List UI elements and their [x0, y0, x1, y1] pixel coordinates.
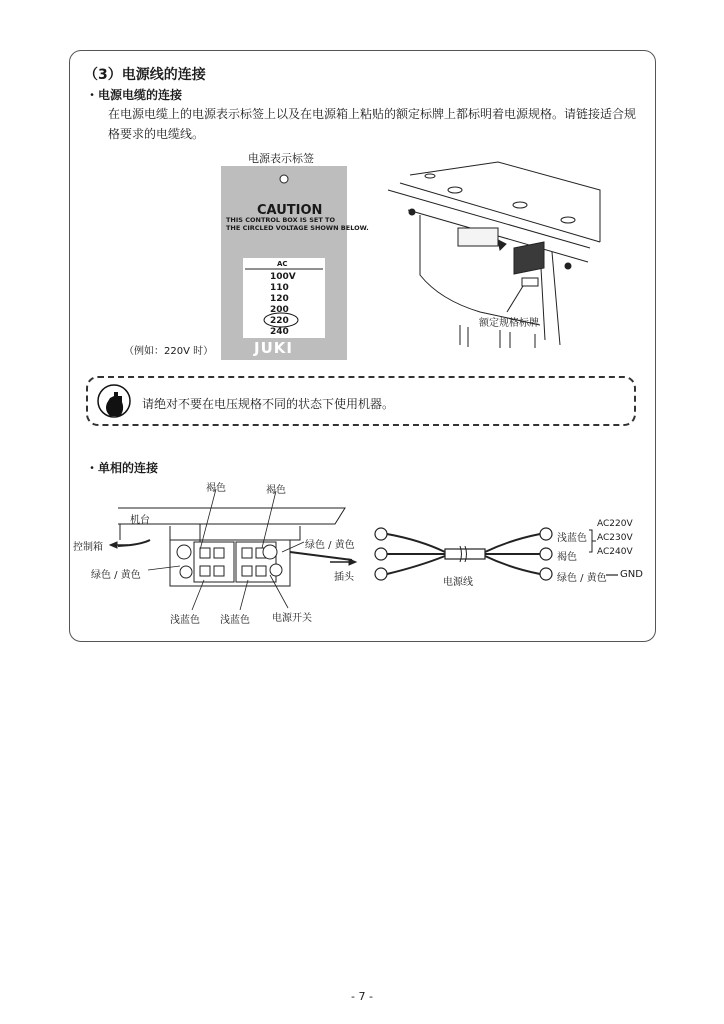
power-cord-label: 电源线: [443, 577, 473, 588]
voltage-220: 220: [270, 316, 289, 326]
voltage-100: 100V: [270, 272, 296, 282]
caution-line-2: THE CIRCLED VOLTAGE SHOWN BELOW.: [226, 224, 369, 232]
light-blue-2: 浅蓝色: [220, 615, 250, 626]
voltage-200: 200: [270, 305, 289, 315]
caution-hand-icon: [98, 385, 130, 417]
ac220-label: AC220V: [597, 519, 633, 529]
subheading-cable: ・电源电缆的连接: [86, 88, 183, 102]
body-paragraph: 在电源电缆上的电源表示标签上以及在电源箱上粘贴的额定标牌上都标明着电源规格。请链接适合规格要求的电缆线。: [108, 107, 637, 141]
light-blue-1: 浅蓝色: [170, 615, 200, 626]
end-light-blue: 浅蓝色: [557, 533, 587, 544]
caution-title: CAUTION: [257, 203, 323, 218]
power-cord-drawing: [375, 528, 618, 580]
control-box-drawing: [388, 162, 600, 348]
green-yellow-left: 绿色 / 黄色: [91, 570, 141, 581]
green-yellow-right: 绿色 / 黄色: [305, 540, 355, 551]
caution-card-details: [245, 175, 323, 327]
wire-brown-1: 褐色: [206, 483, 226, 494]
ac-label: AC: [277, 260, 288, 268]
end-green-yellow: 绿色 / 黄色: [557, 573, 607, 584]
label-caption: 电源表示标签: [248, 152, 314, 165]
juki-logo: JUKI: [254, 339, 293, 357]
caution-line-1: THIS CONTROL BOX IS SET TO: [226, 216, 336, 224]
power-switch-label: 电源开关: [272, 613, 312, 624]
ac240-label: AC240V: [597, 547, 633, 557]
rating-plate-label: 额定规格标牌: [479, 318, 539, 329]
voltage-110: 110: [270, 283, 289, 293]
example-note: （例如：220V 时）: [124, 346, 214, 357]
machine-table-label: 机台: [130, 515, 150, 526]
wire-brown-2: 褐色: [266, 485, 286, 496]
terminal-blocks: [177, 542, 282, 582]
voltage-240: 240: [270, 327, 289, 337]
ac230-label: AC230V: [597, 533, 633, 543]
end-brown: 褐色: [557, 552, 577, 563]
plug-label: 插头: [334, 572, 354, 583]
section-title: （3）电源线的连接: [84, 67, 206, 83]
control-box-label: 控制箱: [73, 542, 103, 553]
voltage-120: 120: [270, 294, 289, 304]
subheading-single-phase: ・单相的连接: [86, 461, 159, 475]
page-number: - 7 -: [351, 990, 373, 1003]
gnd-label: GND: [620, 569, 643, 580]
notice-text: 请绝对不要在电压规格不同的状态下使用机器。: [142, 397, 395, 411]
